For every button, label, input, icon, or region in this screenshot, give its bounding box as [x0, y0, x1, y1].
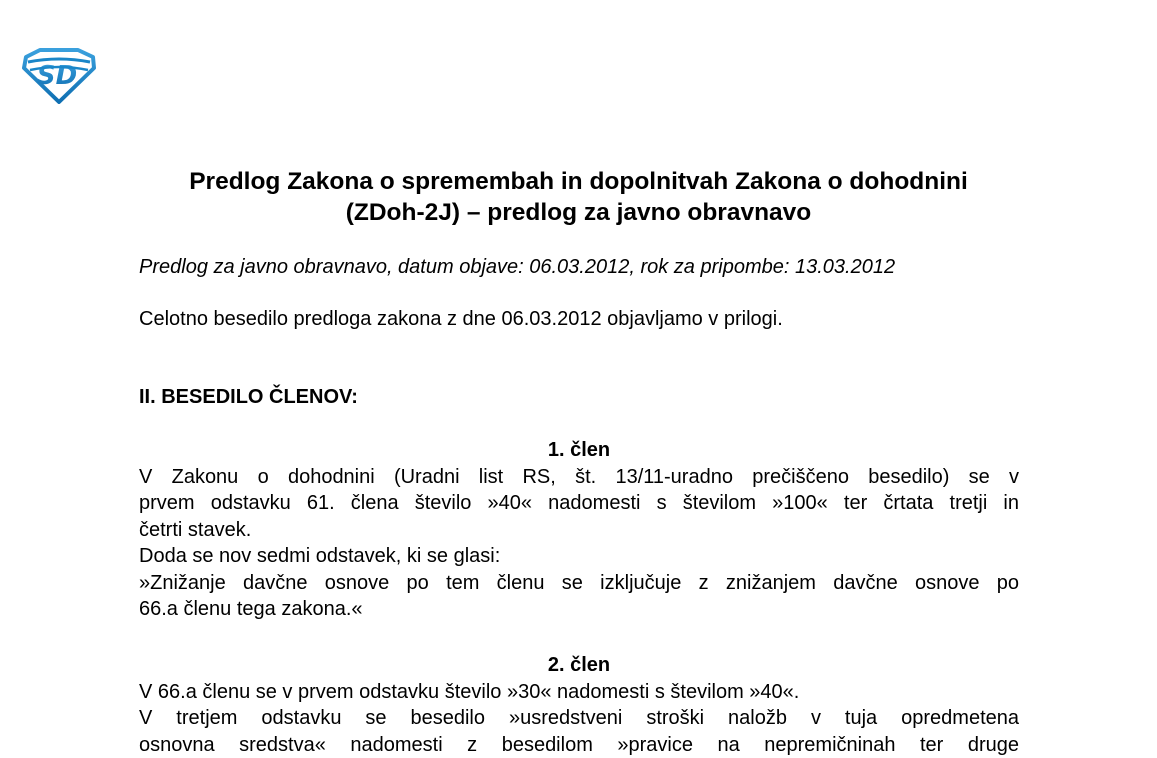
text-line: V tretjem odstavku se besedilo »usredstveni stroški naložb v tuja opredmetena: [139, 705, 1019, 732]
article-paragraph: [139, 464, 1019, 544]
section-heading: II. BESEDILO ČLENOV:: [139, 384, 358, 410]
intro-text: Celotno besedilo predloga zakona z dne 06.03.2012 objavljamo v prilogi.: [139, 306, 783, 332]
text-line: osnovna sredstva« nadomesti z besedilom »pravice na nepremičninah ter druge: [139, 732, 1019, 758]
text-line: V Zakonu o dohodnini (Uradni list RS, št. 13/11-uradno prečiščeno besedilo) se v: [139, 464, 1019, 491]
text-line: Doda se nov sedmi odstavek, ki se glasi:: [139, 543, 1019, 570]
text-line: 66.a členu tega zakona.«: [139, 596, 1019, 623]
logo-lettering: SD: [37, 61, 77, 91]
publication-info: Predlog za javno obravnavo, datum objave: 06.03.2012, rok za pripombe: 13.03.2012: [139, 254, 895, 280]
document-title: [0, 166, 1157, 228]
text-line: »Znižanje davčne osnove po tem členu se izključuje z znižanjem davčne osnove po: [139, 570, 1019, 597]
company-logo: [22, 48, 96, 104]
article-paragraph: [139, 679, 1019, 706]
article-paragraph: [139, 543, 1019, 570]
text-line: prvem odstavku 61. člena število »40« nadomesti s številom »100« ter črtata tretji in: [139, 490, 1019, 517]
article-paragraph: [139, 705, 1019, 758]
article-title: 1. člen: [139, 437, 1019, 464]
text-line: četrti stavek.: [139, 517, 1019, 544]
title-line-1: Predlog Zakona o spremembah in dopolnitvah Zakona o dohodnini: [0, 166, 1157, 197]
title-line-2: (ZDoh-2J) – predlog za javno obravnavo: [0, 197, 1157, 228]
article-title: 2. člen: [139, 652, 1019, 679]
text-line: V 66.a členu se v prvem odstavku število »30« nadomesti s številom »40«.: [139, 679, 1019, 706]
article-paragraph: [139, 570, 1019, 623]
article-1: [139, 437, 1019, 623]
article-2: [139, 652, 1019, 758]
